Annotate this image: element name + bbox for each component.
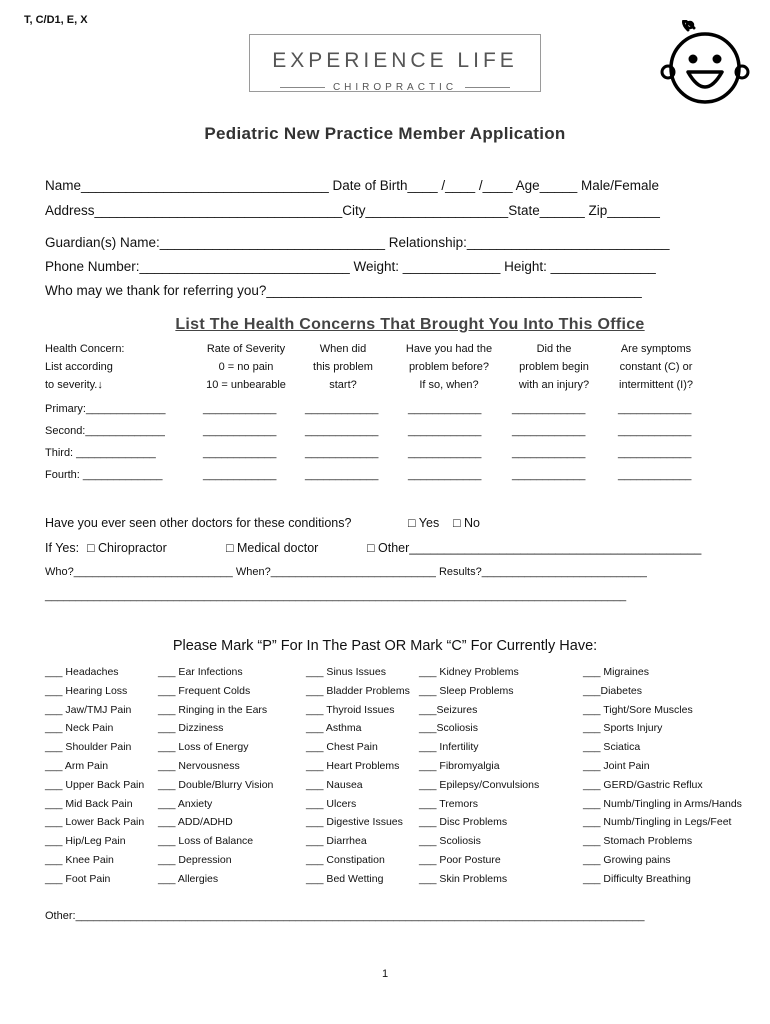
condition-item[interactable]: ___ Hip/Leg Pain [45,835,126,848]
yes-checkbox[interactable]: □ Yes [408,516,440,530]
condition-item[interactable]: ___ Stomach Problems [583,835,693,848]
pattern-col-header [606,340,706,394]
condition-item[interactable]: ___Seizures [419,703,478,716]
condition-item[interactable]: ___ Ringing in the Ears [158,703,268,716]
logo-sub-row [280,81,510,93]
col-header-line: If so, when? [419,379,479,391]
conditions-heading: Please Mark “P” For In The Past OR Mark “C” For Currently Have: [172,638,598,654]
clinic-logo [249,34,541,92]
concern-third-label[interactable]: Third: _____________ [45,447,156,459]
concern-fourth-label[interactable]: Fourth: _____________ [45,469,163,481]
concern-blank[interactable]: ____________ [512,425,586,437]
phone-weight-line[interactable]: Phone Number:____________________________ Weight: _____________ Height: ______________ [45,259,656,274]
col-header-line: this problem [313,361,373,373]
col-header-line: Did the [536,343,572,355]
injury-col-header [504,340,604,394]
page-number: 1 [381,968,389,980]
condition-item[interactable]: ___ GERD/Gastric Reflux [583,778,703,791]
condition-item[interactable]: ___ Loss of Balance [158,835,254,848]
form-code: T, C/D1, E, X [24,14,88,26]
concern-blank[interactable]: ____________ [408,425,482,437]
col-header-line: Have you had the [405,343,493,355]
condition-item[interactable]: ___ Numb/Tingling in Legs/Feet [583,816,732,829]
concern-blank[interactable]: ____________ [618,425,692,437]
condition-item[interactable]: ___ Heart Problems [306,759,400,772]
condition-item[interactable]: ___Scoliosis [419,722,478,735]
condition-item[interactable]: ___ Allergies [158,872,219,885]
condition-item[interactable]: ___ Digestive Issues [306,816,403,829]
concern-col-header [45,340,125,394]
condition-item[interactable]: ___ ADD/ADHD [158,816,233,829]
concern-blank[interactable]: ____________ [203,403,277,415]
concern-blank[interactable]: ____________ [203,425,277,437]
condition-item[interactable]: ___ Tremors [419,797,478,810]
condition-item[interactable]: ___ Neck Pain [45,722,114,735]
condition-item[interactable]: ___ Chest Pain [306,741,378,754]
condition-item[interactable]: ___ Kidney Problems [419,666,519,678]
condition-item[interactable]: ___ Headaches [45,666,119,678]
onset-col-header [298,340,388,394]
condition-item[interactable]: ___ Foot Pain [45,872,111,885]
concern-blank[interactable]: ____________ [512,447,586,459]
concern-blank[interactable]: ____________ [618,447,692,459]
condition-item[interactable]: ___ Sports Injury [583,722,663,735]
col-header-line: 0 = no pain [218,361,274,373]
col-header-line: to severity.↓ [45,379,103,391]
condition-item[interactable]: ___ Difficulty Breathing [583,872,691,885]
results-continuation-line[interactable]: _______________________________________________________________________________________________ [45,590,627,602]
condition-item[interactable]: ___ Bladder Problems [306,684,410,697]
conditions-column-3 [306,663,410,889]
condition-item[interactable]: ___ Sciatica [583,741,641,754]
name-dob-line[interactable]: Name_________________________________ Date of Birth____ /____ /____ Age_____ Male/Female [45,178,660,193]
condition-item[interactable]: ___ Mid Back Pain [45,797,133,810]
guardian-line[interactable]: Guardian(s) Name:______________________________ Relationship:___________________________ [45,235,670,250]
condition-item[interactable]: ___ Ulcers [306,797,357,810]
referral-line[interactable]: Who may we thank for referring you?__________________________________________________ [45,283,642,298]
condition-item[interactable]: ___ Hearing Loss [45,684,128,697]
concern-blank[interactable]: ____________ [408,447,482,459]
conditions-column-2 [158,663,273,889]
logo-rule-left [280,87,325,88]
other-doctor-checkbox[interactable]: □ Other__________________________________________ [367,541,702,555]
col-header-line: problem before? [408,361,490,373]
col-header-line: 10 = unbearable [206,379,286,391]
condition-item[interactable]: ___ Growing pains [583,853,671,866]
condition-item[interactable]: ___ Disc Problems [419,816,508,829]
chiropractor-checkbox[interactable]: □ Chiropractor [87,541,167,555]
col-header-line: with an injury? [518,379,590,391]
medical-doctor-checkbox[interactable]: □ Medical doctor [226,541,319,555]
condition-item[interactable]: ___Diabetes [583,684,642,697]
condition-item[interactable]: ___ Infertility [419,741,479,754]
other-doctors-question: Have you ever seen other doctors for these conditions? [45,516,352,530]
condition-item[interactable]: ___ Bed Wetting [306,872,384,885]
condition-item[interactable]: ___ Poor Posture [419,853,501,866]
condition-item[interactable]: ___ Nausea [306,778,363,791]
condition-item[interactable]: ___ Double/Blurry Vision [158,778,274,791]
history-col-header [394,340,504,394]
condition-item[interactable]: ___ Jaw/TMJ Pain [45,703,132,716]
address-line[interactable]: Address_________________________________City___________________State______ Zip_______ [45,203,660,218]
condition-item[interactable]: ___ Upper Back Pain [45,778,145,791]
condition-item[interactable]: ___ Tight/Sore Muscles [583,703,693,716]
conditions-column-5 [583,663,742,889]
severity-col-header [196,340,296,394]
col-header-line: problem begin [519,361,589,373]
condition-item[interactable]: ___ Constipation [306,853,385,866]
col-header-line: List according [45,361,113,373]
condition-item[interactable]: ___ Sinus Issues [306,666,386,678]
condition-item[interactable]: ___ Skin Problems [419,872,508,885]
concern-primary-label[interactable]: Primary:_____________ [45,403,166,415]
condition-item[interactable]: ___ Nervousness [158,759,240,772]
concern-blank[interactable]: ____________ [618,403,692,415]
concern-second-label[interactable]: Second:_____________ [45,425,165,437]
condition-item[interactable]: ___ Epilepsy/Convulsions [419,778,540,791]
if-yes-label: If Yes: [45,541,80,555]
conditions-column-4 [419,663,539,889]
condition-item[interactable]: ___ Scoliosis [419,835,481,848]
condition-item[interactable]: ___ Migraines [583,666,649,678]
condition-item[interactable]: ___ Lower Back Pain [45,816,145,829]
logo-sub-text: CHIROPRACTIC [332,81,458,93]
concerns-heading: List The Health Concerns That Brought You Into This Office [175,316,645,333]
concern-blank[interactable]: ____________ [305,425,379,437]
logo-main-text: EXPERIENCE LIFE [272,49,518,72]
col-header-line: Are symptoms [620,343,692,355]
other-conditions-line[interactable]: Other:_____________________________________________________________________________________________ [45,910,645,922]
concern-blank[interactable]: ____________ [512,403,586,415]
condition-item[interactable]: ___ Fibromyalgia [419,759,500,772]
condition-item[interactable]: ___ Ear Infections [158,666,243,678]
page-title: Pediatric New Practice Member Application [204,124,566,143]
conditions-column-1 [45,663,144,889]
concern-blank[interactable]: ____________ [305,447,379,459]
condition-item[interactable]: ___ Thyroid Issues [306,703,395,716]
condition-item[interactable]: ___ Joint Pain [583,759,650,772]
condition-item[interactable]: ___ Diarrhea [306,835,367,848]
condition-item[interactable]: ___ Asthma [306,722,362,735]
condition-item[interactable]: ___ Frequent Colds [158,684,251,697]
concern-blank[interactable]: ____________ [408,403,482,415]
condition-item[interactable]: ___ Depression [158,853,232,866]
concern-blank[interactable]: ____________ [203,447,277,459]
condition-item[interactable]: ___ Loss of Energy [158,741,249,754]
condition-item[interactable]: ___ Anxiety [158,797,213,810]
condition-item[interactable]: ___ Sleep Problems [419,684,514,697]
condition-item[interactable]: ___ Shoulder Pain [45,741,132,754]
concern-blank[interactable]: ____________ [203,469,277,481]
condition-item[interactable]: ___ Knee Pain [45,853,114,866]
col-header-line: constant (C) or [619,361,693,373]
logo-rule-right [465,87,510,88]
concern-blank[interactable]: ____________ [408,469,482,481]
col-header-line: Health Concern: [45,343,125,355]
col-header-line: Rate of Severity [206,343,286,355]
condition-item[interactable]: ___ Arm Pain [45,759,109,772]
col-header-line: intermittent (I)? [619,379,693,391]
who-when-results-line[interactable]: Who?__________________________ When?___________________________ Results?___________________________ [45,566,647,578]
concern-blank[interactable]: ____________ [305,469,379,481]
condition-item[interactable]: ___ Dizziness [158,722,224,735]
no-checkbox[interactable]: □ No [453,516,481,530]
concern-blank[interactable]: ____________ [305,403,379,415]
concern-blank[interactable]: ____________ [618,469,692,481]
col-header-line: start? [329,379,357,391]
baby-face-icon [660,20,750,112]
col-header-line: When did [319,343,367,355]
condition-item[interactable]: ___ Numb/Tingling in Arms/Hands [583,797,742,810]
concern-blank[interactable]: ____________ [512,469,586,481]
